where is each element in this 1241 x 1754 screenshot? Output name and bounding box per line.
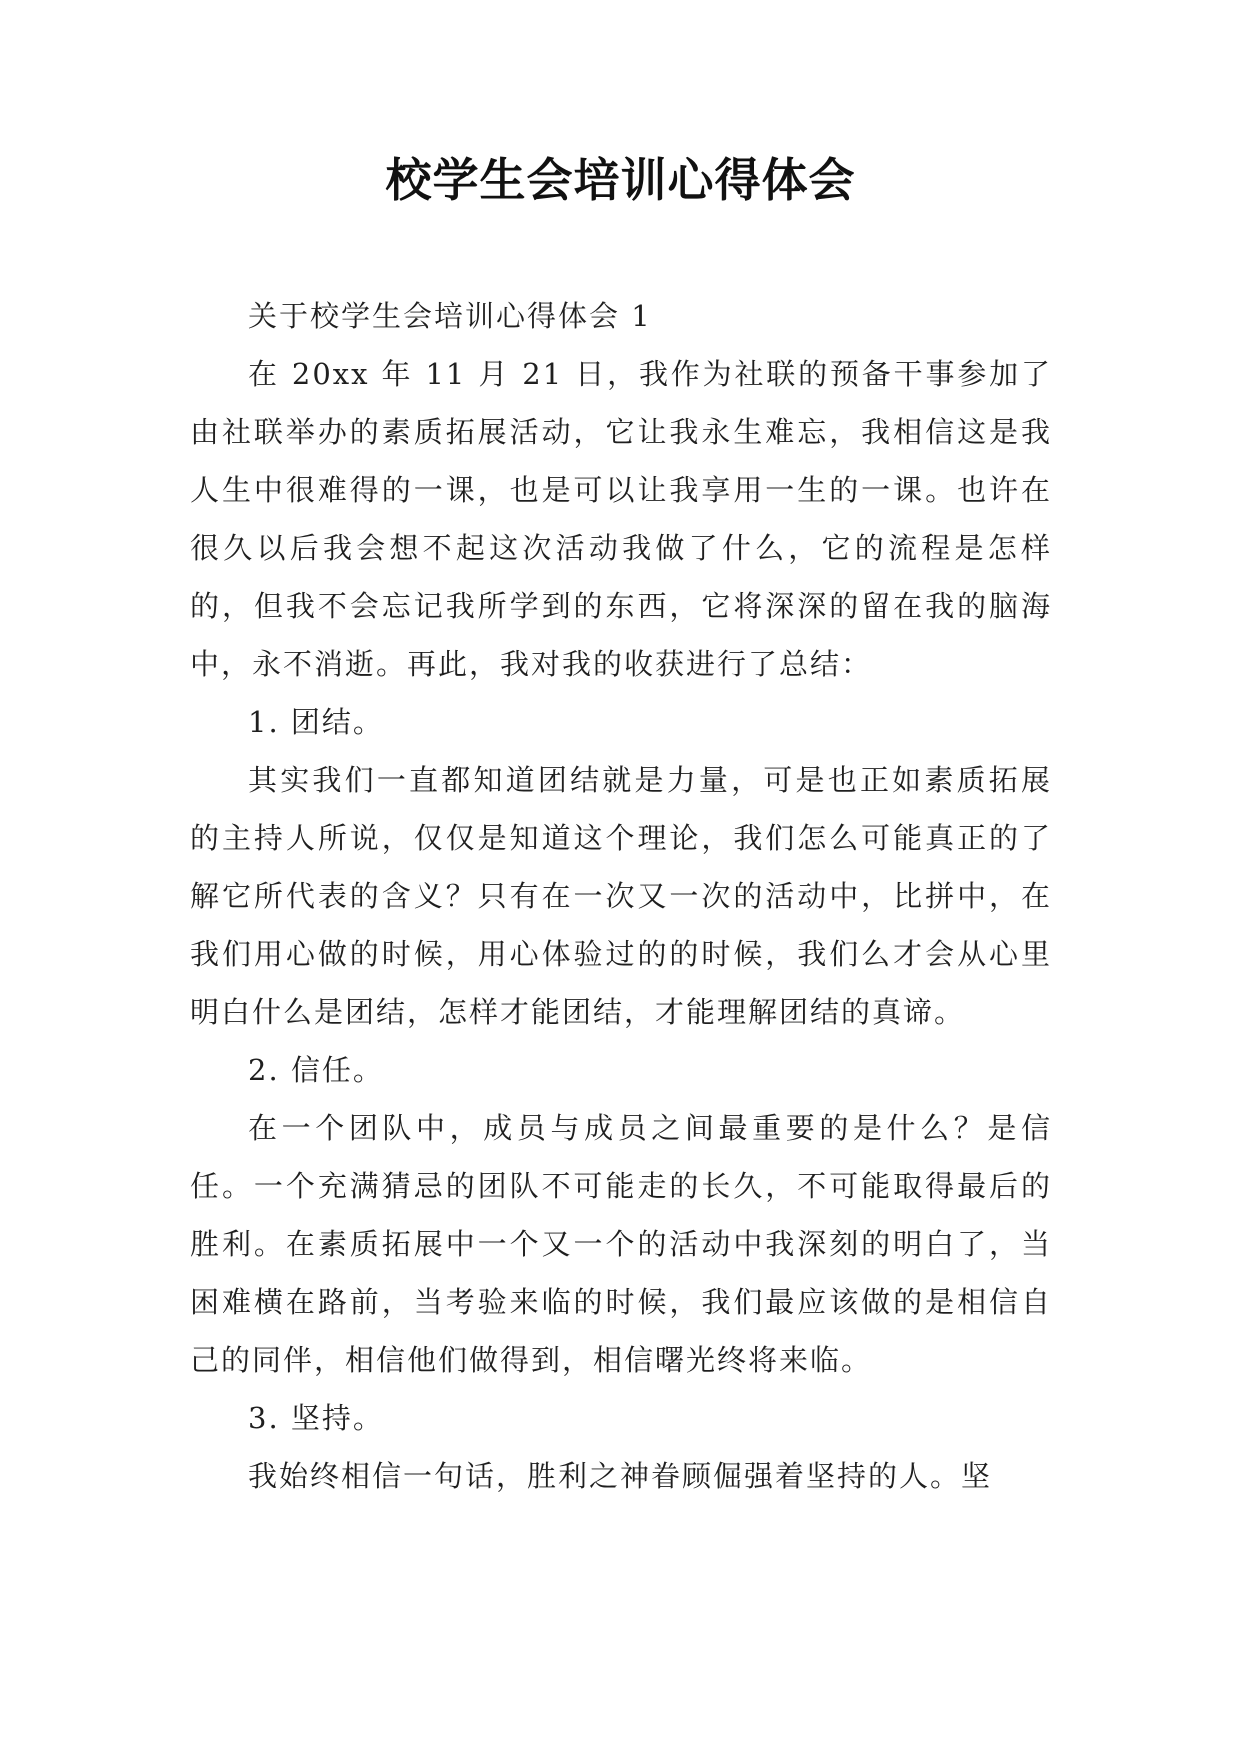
- section-heading-unity: 1. 团结。: [248, 705, 384, 739]
- document-body: [190, 287, 1052, 1505]
- section-heading-persistence: 3. 坚持。: [248, 1401, 384, 1435]
- section-heading-trust: 2. 信任。: [248, 1053, 384, 1087]
- document-title: 校学生会培训心得体会: [385, 153, 856, 207]
- paragraph-heading: 关于校学生会培训心得体会 1: [248, 299, 652, 333]
- paragraph-intro: 在 20xx 年 11 月 21 日，我作为社联的预备干事参加了由社联举办的素质拓展活动，它让我永生难忘，我相信这是我人生中很难得的一课，也是可以让我享用一生的一课。也许在很久以后我会想不起这次活动我做了什么，它的流程是怎样的，但我不会忘记我所学到的东西，它将深深的留在我的脑海中，永不消逝。再此，我对我的收获进行了总结：: [190, 357, 1052, 681]
- paragraph-trust: 在一个团队中，成员与成员之间最重要的是什么？是信任。一个充满猜忌的团队不可能走的长久，不可能取得最后的胜利。在素质拓展中一个又一个的活动中我深刻的明白了，当困难横在路前，当考验来临的时候，我们最应该做的是相信自己的同伴，相信他们做得到，相信曙光终将来临。: [190, 1111, 1052, 1377]
- paragraph-unity: 其实我们一直都知道团结就是力量，可是也正如素质拓展的主持人所说，仅仅是知道这个理论，我们怎么可能真正的了解它所代表的含义？只有在一次又一次的活动中，比拼中，在我们用心做的时候，用心体验过的的时候，我们么才会从心里明白什么是团结，怎样才能团结，才能理解团结的真谛。: [190, 763, 1052, 1029]
- paragraph-persistence: 我始终相信一句话，胜利之神眷顾倔强着坚持的人。坚: [248, 1459, 993, 1493]
